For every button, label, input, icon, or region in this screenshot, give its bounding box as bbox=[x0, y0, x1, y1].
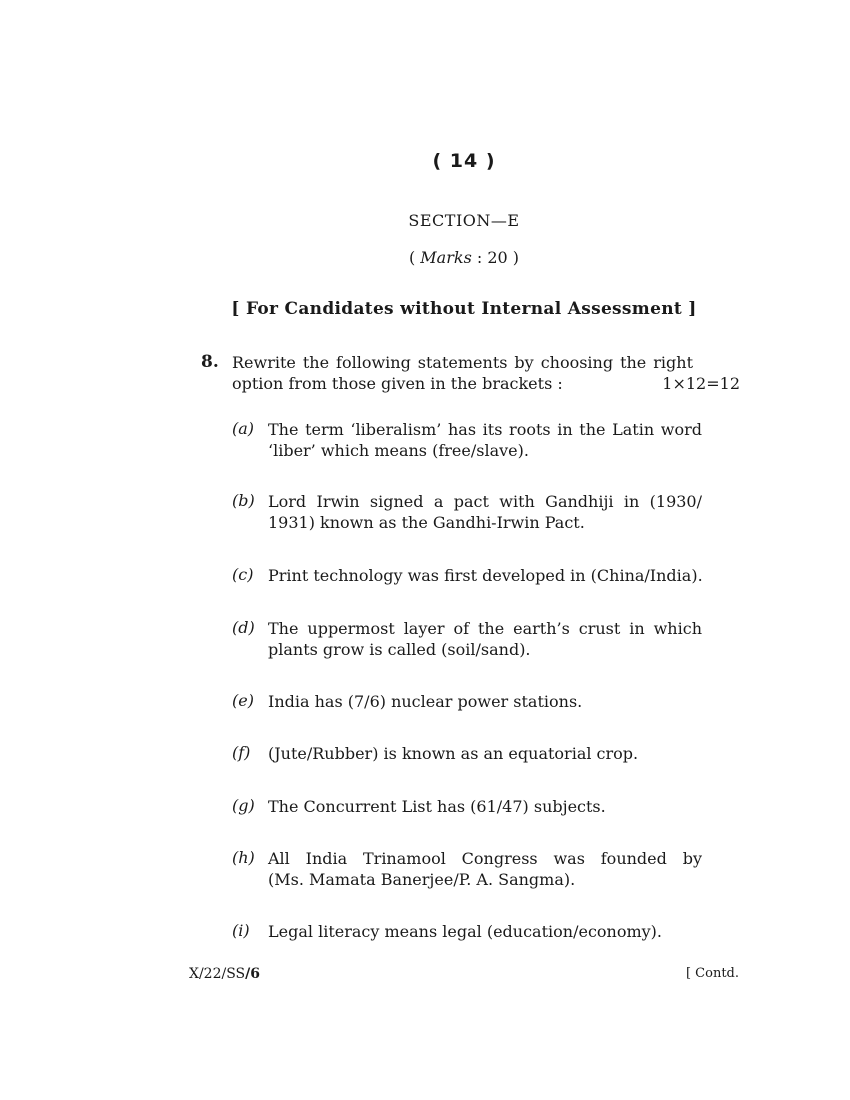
marks-line bbox=[0, 248, 850, 267]
option-text bbox=[268, 691, 702, 712]
candidates-heading: [ For Candidates without Internal Assessment ] bbox=[231, 299, 697, 319]
option-text bbox=[268, 565, 702, 586]
option-line: (Ms. Mamata Banerjee/P. A. Sangma). bbox=[268, 870, 576, 889]
option-line: Lord Irwin signed a pact with Gandhiji in (1930/ bbox=[268, 492, 702, 511]
question-number: 8. bbox=[201, 352, 219, 372]
option-line: The uppermost layer of the earth’s crust in which bbox=[268, 619, 702, 638]
option-label: (b) bbox=[232, 491, 255, 510]
footer-continued: [ Contd. bbox=[685, 966, 739, 981]
option-text bbox=[268, 491, 702, 533]
question-line-1: Rewrite the following statements by choosing the right bbox=[232, 353, 693, 372]
marks-open: ( bbox=[408, 248, 421, 267]
option-label: (c) bbox=[232, 565, 254, 584]
option-label: (d) bbox=[232, 618, 255, 637]
option-line: India has (7/6) nuclear power stations. bbox=[268, 692, 583, 711]
option-line: The Concurrent List has (61/47) subjects. bbox=[268, 797, 606, 816]
option-text bbox=[268, 848, 702, 890]
page-number: ( 14 ) bbox=[432, 150, 496, 172]
question-marks: 1×12=12 bbox=[662, 374, 740, 393]
option-label: (g) bbox=[232, 796, 255, 815]
option-line: ‘liber’ which means (free/slave). bbox=[268, 441, 529, 460]
option-line: plants grow is called (soil/sand). bbox=[268, 640, 531, 659]
option-line: Legal literacy means legal (education/economy). bbox=[268, 922, 663, 941]
question-line-2: option from those given in the brackets : bbox=[232, 374, 563, 393]
option-line: (Jute/Rubber) is known as an equatorial crop. bbox=[268, 744, 639, 763]
footer-code bbox=[189, 966, 260, 982]
option-line: All India Trinamool Congress was founded by bbox=[268, 849, 702, 868]
option-label: (a) bbox=[232, 419, 255, 438]
option-text bbox=[268, 743, 702, 764]
option-text bbox=[268, 618, 702, 660]
option-line: Print technology was first developed in (China/India). bbox=[268, 566, 703, 585]
option-text bbox=[268, 419, 702, 461]
option-line: The term ‘liberalism’ has its roots in the Latin word bbox=[268, 420, 702, 439]
option-label: (f) bbox=[232, 743, 251, 762]
option-label: (h) bbox=[232, 848, 255, 867]
option-line: 1931) known as the Gandhi-Irwin Pact. bbox=[268, 513, 585, 532]
marks-value: : 20 ) bbox=[471, 248, 520, 267]
marks-label: Marks bbox=[420, 248, 472, 267]
option-label: (i) bbox=[232, 921, 250, 940]
option-label: (e) bbox=[232, 691, 254, 710]
footer-code-suffix: /6 bbox=[245, 966, 261, 982]
section-title: SECTION—E bbox=[408, 211, 520, 230]
footer-code-prefix: X/22/SS bbox=[189, 966, 246, 982]
option-text bbox=[268, 921, 702, 942]
option-text bbox=[268, 796, 702, 817]
